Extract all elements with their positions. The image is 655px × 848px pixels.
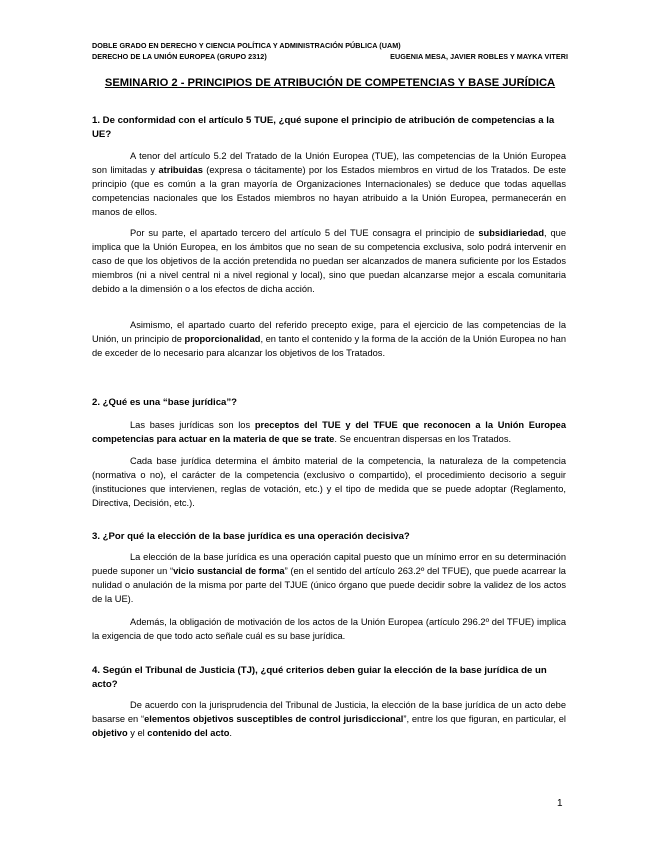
page-title: SEMINARIO 2 - PRINCIPIOS DE ATRIBUCIÓN DE COMPETENCIAS Y BASE JURÍDICA bbox=[104, 77, 556, 89]
question-3: 3. ¿Por qué la elección de la base jurídica es una operación decisiva? bbox=[92, 531, 410, 542]
header-line-2 bbox=[92, 52, 568, 61]
q1-paragraph-3: Asimismo, el apartado cuarto del referido precepto exige, para el ejercicio de las competencias de la Unión, un principio de proporcionalidad, en tanto el contenido y la forma de la acción de la Unión Europea no han de exceder de lo necesario para alcanzar los objetivos de los Tratados. bbox=[92, 320, 566, 358]
q4-paragraph-1: De acuerdo con la jurisprudencia del Tribunal de Justicia, la elección de la base jurídica de un acto debe basarse en “elementos objetivos susceptibles de control jurisdiccional”, entre los que figuran, en particular, el objetivo y el contenido del acto. bbox=[92, 700, 566, 738]
q2-paragraph-2: Cada base jurídica determina el ámbito material de la competencia, la naturaleza de la competencia (normativa o no), el carácter de la competencia (exclusivo o compartido), el procedimiento decisorio a seguir (instituciones que intervienen, reglas de votación, etc.) y el tipo de medida que se puede adoptar (Reglamento, Directiva, Decisión, etc.). bbox=[92, 456, 566, 508]
header-authors: EUGENIA MESA, JAVIER ROBLES Y MAYKA VITERI bbox=[390, 52, 568, 61]
header-line-1: DOBLE GRADO EN DERECHO Y CIENCIA POLÍTICA Y ADMINISTRACIÓN PÚBLICA (UAM) bbox=[92, 41, 401, 50]
question-2: 2. ¿Qué es una “base jurídica”? bbox=[92, 397, 238, 408]
header-course: DERECHO DE LA UNIÓN EUROPEA (GRUPO 2312) bbox=[92, 52, 267, 61]
question-1: 1. De conformidad con el artículo 5 TUE, ¿qué supone el principio de atribución de competencias a la UE? bbox=[92, 115, 555, 140]
question-4: 4. Según el Tribunal de Justicia (TJ), ¿qué criterios deben guiar la elección de la base jurídica de un acto? bbox=[92, 665, 547, 690]
q3-paragraph-1: La elección de la base jurídica es una operación capital puesto que un mínimo error en su determinación puede suponer un “vicio sustancial de forma” (en el sentido del artículo 263.2º del TFUE), que puede acarrear la nulidad o anulación de la misma por parte del TJUE (único órgano que puede decidir sobre la validez de los actos de la UE). bbox=[92, 552, 566, 604]
q2-paragraph-1: Las bases jurídicas son los preceptos del TUE y del TFUE que reconocen a la Unión Europea competencias para actuar en la materia de que se trate. Se encuentran dispersas en los Tratados. bbox=[92, 420, 566, 444]
page-number: 1 bbox=[557, 798, 563, 809]
q1-paragraph-2: Por su parte, el apartado tercero del artículo 5 del TUE consagra el principio de subsidiariedad, que implica que la Unión Europea, en los ámbitos que no sean de su competencia exclusiva, solo podrá intervenir en caso de que los objetivos de la acción pretendida no puedan ser alcanzados de manera suficiente por los Estados miembros (ni a nivel central ni a nivel regional y local), sino que puedan alcanzarse mejor a escala comunitaria debido a la dimensión o a los efectos de dicha acción. bbox=[92, 228, 566, 294]
q3-paragraph-2: Además, la obligación de motivación de los actos de la Unión Europea (artículo 296.2º del TFUE) implica la exigencia de que todo acto señale cuál es su base jurídica. bbox=[92, 617, 566, 641]
q1-paragraph-1: A tenor del artículo 5.2 del Tratado de la Unión Europea (TUE), las competencias de la Unión Europea son limitadas y atribuidas (expresa o tácitamente) por los Estados miembros en virtud de los Tratados. De este principio (que es común a la gran mayoría de Organizaciones Internacionales) se deduce que todas aquellas competencias nacionales que los Estados miembros no hayan atribuido a la Unión Europea, permanecerán en manos de ellos. bbox=[92, 151, 566, 217]
